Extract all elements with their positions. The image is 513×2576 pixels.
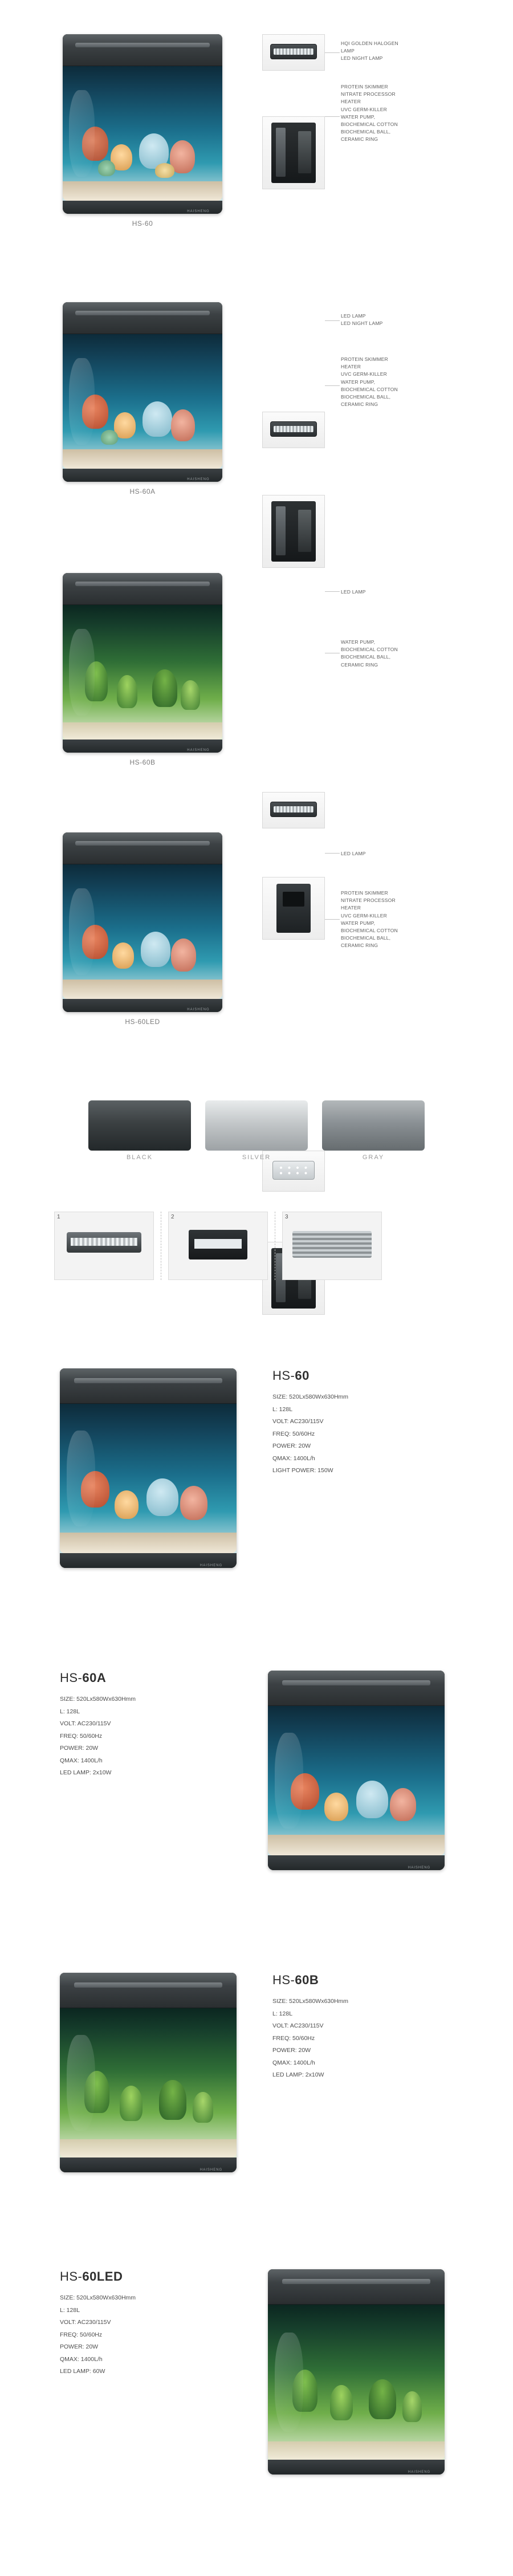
spec-line: FREQ: 50/60Hz [60, 2331, 103, 2338]
part-image-led-lamp-b [262, 792, 325, 828]
spec-title-hs60a [60, 1671, 136, 1685]
spec-product-image-hs60a [268, 1671, 445, 1870]
spec-title-prefix: HS- [272, 1368, 295, 1383]
spec-title-hs60b [272, 1973, 348, 1988]
spec-list-hs60b [272, 1996, 348, 2082]
callout-line: HEATER [341, 99, 361, 105]
spec-line: VOLT: AC230/115V [272, 2022, 324, 2030]
spec-line: FREQ: 50/60Hz [272, 1430, 315, 1437]
callout-line: HQI GOLDEN HALOGEN [341, 40, 398, 46]
spec-block-hs60led [60, 2269, 136, 2378]
part-image-halogen-lamp [262, 34, 325, 71]
spec-line: VOLT: AC230/115V [60, 1720, 111, 1728]
callout-line: PROTEIN SKIMMER [341, 890, 388, 896]
callout-line: PROTEIN SKIMMER [341, 84, 388, 90]
leader-line [325, 919, 340, 920]
spec-list-hs60 [272, 1391, 348, 1477]
callout-line: BIOCHEMICAL COTTON [341, 927, 398, 933]
spec-title-prefix: HS- [60, 1671, 83, 1685]
brand-mark: HAISHENG [408, 2471, 431, 2475]
color-swatch-image [88, 1100, 191, 1151]
brand-mark: HAISHENG [187, 478, 210, 482]
color-label: GRAY [362, 1154, 385, 1161]
spec-title-hs60led [60, 2269, 136, 2284]
callout-line: BIOCHEMICAL COTTON [341, 647, 398, 653]
spec-line: QMAX: 1400L/h [272, 1454, 315, 1462]
spec-line: SIZE: 520Lx580Wx630Hmm [60, 2294, 136, 2301]
spec-product-image-hs60 [60, 1368, 237, 1568]
part-callout-halogen-lamp [341, 40, 398, 63]
callout-line: BIOCHEMICAL BALL, [341, 129, 391, 135]
spec-line: VOLT: AC230/115V [272, 1418, 324, 1425]
aquarium-tank-hs60led [63, 832, 222, 1012]
spec-title-prefix: HS- [272, 1973, 295, 1987]
product-caption-hs60led: HS-60LED [125, 1018, 160, 1026]
part-callout-filter-assembly-a [341, 356, 398, 408]
spec-line: SIZE: 520Lx580Wx630Hmm [272, 1393, 349, 1400]
part-image-pump-module [262, 877, 325, 940]
part-callout-filter-assembly-led [341, 889, 398, 949]
callout-line: LED NIGHT LAMP [341, 320, 383, 327]
brand-mark: HAISHENG [187, 210, 210, 214]
product-image-hs60 [63, 34, 222, 228]
callout-line: NITRATE PROCESSOR [341, 91, 396, 97]
aquarium-tank-hs60 [63, 34, 222, 214]
part-callout-filter-assembly [341, 83, 398, 143]
detail-number: 2 [171, 1214, 174, 1220]
callout-line: WATER PUMP, [341, 379, 376, 385]
callout-line: WATER PUMP, [341, 639, 376, 645]
spec-line: LED LAMP: 60W [60, 2368, 105, 2375]
callout-line: PROTEIN SKIMMER [341, 356, 388, 362]
callout-line: HEATER [341, 905, 361, 911]
spec-line: LIGHT POWER: 150W [272, 1467, 333, 1474]
callout-line: HEATER [341, 364, 361, 370]
spec-title-suffix: 60B [295, 1973, 319, 1987]
callout-line: CERAMIC RING [341, 401, 378, 408]
color-option-silver[interactable] [205, 1100, 308, 1161]
tank-hood [63, 34, 222, 66]
callout-line: BIOCHEMICAL BALL, [341, 935, 391, 941]
brand-mark: HAISHENG [187, 749, 210, 753]
callout-line: UVC GERM-KILLER [341, 106, 387, 112]
spec-line: POWER: 20W [272, 1443, 311, 1450]
part-callout-led-lamp-b [341, 588, 366, 596]
spec-line: LED LAMP: 2x10W [60, 1769, 112, 1777]
spec-line: FREQ: 50/60Hz [272, 2034, 315, 2042]
spec-line: POWER: 20W [60, 2343, 99, 2351]
detail-number: 1 [57, 1214, 60, 1220]
spec-line: QMAX: 1400L/h [272, 2059, 315, 2066]
product-image-hs60led [63, 832, 222, 1026]
callout-line: CERAMIC RING [341, 136, 378, 143]
callout-line: UVC GERM-KILLER [341, 912, 387, 919]
spec-title-suffix: 60 [295, 1368, 310, 1383]
callout-line: CERAMIC RING [341, 942, 378, 949]
callout-line: BIOCHEMICAL BALL, [341, 654, 391, 660]
callout-line: UVC GERM-KILLER [341, 371, 387, 377]
spec-line: POWER: 20W [272, 2047, 311, 2054]
part-image-filter-assembly [262, 116, 325, 189]
part-callout-led-panel [341, 850, 366, 858]
callout-line: NITRATE PROCESSOR [341, 897, 396, 904]
color-label: BLACK [126, 1154, 153, 1161]
spec-list-hs60led [60, 2292, 136, 2378]
callout-line: WATER PUMP, [341, 113, 376, 120]
spec-block-hs60b [272, 1973, 348, 2082]
product-caption-hs60a: HS-60A [129, 487, 156, 495]
spec-line: L: 128L [60, 1708, 80, 1715]
spec-line: POWER: 20W [60, 1745, 99, 1752]
detail-image-3 [282, 1212, 382, 1280]
spec-line: LED LAMP: 2x10W [272, 2071, 324, 2079]
leader-line [325, 52, 340, 53]
brand-mark: HAISHENG [199, 1564, 223, 1568]
leader-line [325, 116, 340, 117]
callout-line: LED LAMP [341, 589, 366, 595]
color-label: SILVER [242, 1154, 271, 1161]
leader-line [325, 385, 340, 386]
part-callout-pump-module [341, 639, 398, 669]
spec-list-hs60a [60, 1693, 136, 1779]
brand-mark: HAISHENG [408, 1866, 431, 1870]
color-swatch-image [205, 1100, 308, 1151]
color-option-gray[interactable] [322, 1100, 425, 1161]
spec-title-prefix: HS- [60, 2269, 83, 2284]
aquarium-tank-hs60b [63, 573, 222, 753]
brand-mark: HAISHENG [199, 2168, 223, 2172]
spec-product-image-hs60led [268, 2269, 445, 2475]
spec-line: QMAX: 1400L/h [60, 2355, 103, 2363]
spec-title-hs60 [272, 1368, 348, 1383]
spec-line: QMAX: 1400L/h [60, 1757, 103, 1764]
brand-mark: HAISHENG [187, 1008, 210, 1012]
product-caption-hs60: HS-60 [132, 220, 153, 227]
detail-image-2 [168, 1212, 268, 1280]
callout-line: LED NIGHT LAMP [341, 55, 383, 62]
part-image-filter-assembly-a [262, 495, 325, 568]
callout-line: LED LAMP [341, 851, 366, 856]
part-image-led-lamp-a [262, 412, 325, 448]
tank-base [63, 201, 222, 214]
spec-line: FREQ: 50/60Hz [60, 1732, 103, 1740]
callout-line: BIOCHEMICAL BALL, [341, 393, 391, 400]
spec-block-hs60a [60, 1671, 136, 1779]
spec-title-suffix: 60LED [82, 2269, 123, 2284]
spec-line: VOLT: AC230/115V [60, 2319, 111, 2326]
product-image-hs60b [63, 573, 222, 767]
spec-line: L: 128L [272, 2010, 293, 2017]
leader-line [325, 853, 340, 854]
callout-line: WATER PUMP, [341, 920, 376, 926]
spec-line: SIZE: 520Lx580Wx630Hmm [272, 1998, 349, 2005]
callout-line: BIOCHEMICAL COTTON [341, 386, 398, 392]
leader-line [325, 591, 340, 592]
detail-number: 3 [285, 1214, 288, 1220]
callout-line: CERAMIC RING [341, 661, 378, 668]
spec-title-suffix: 60A [82, 1671, 107, 1685]
color-swatch-image [322, 1100, 425, 1151]
spec-block-hs60 [272, 1368, 348, 1477]
part-callout-led-lamp-a [341, 312, 383, 327]
product-image-hs60a [63, 302, 222, 496]
spec-line: SIZE: 520Lx580Wx630Hmm [60, 1696, 136, 1703]
product-caption-hs60b: HS-60B [129, 758, 156, 766]
spec-line: L: 128L [60, 2306, 80, 2314]
tank-glass [63, 66, 222, 201]
detail-image-1 [54, 1212, 154, 1280]
callout-line: LED LAMP [341, 313, 366, 319]
callout-line: LAMP [341, 48, 355, 54]
callout-line: BIOCHEMICAL COTTON [341, 121, 398, 127]
aquarium-tank-hs60a [63, 302, 222, 482]
color-option-black[interactable] [88, 1100, 191, 1161]
spec-product-image-hs60b [60, 1973, 237, 2172]
leader-line [325, 320, 340, 321]
spec-line: L: 128L [272, 1405, 293, 1413]
